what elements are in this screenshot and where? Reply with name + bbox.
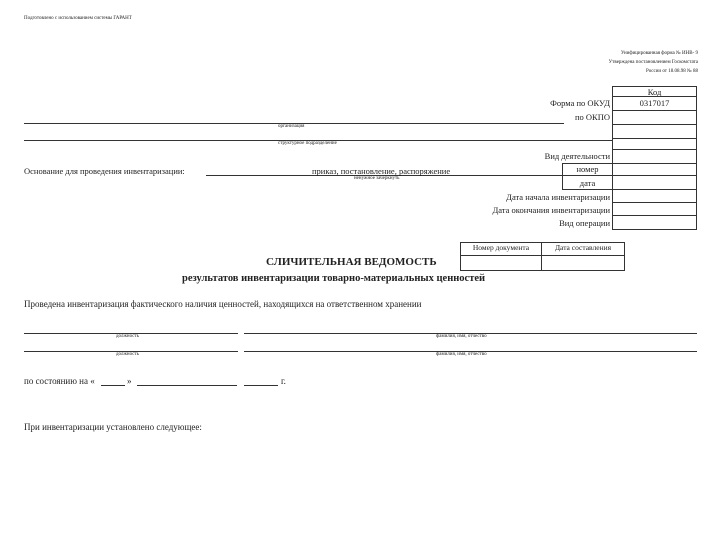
- doc-number-header-label: Номер документа: [472, 243, 530, 252]
- number-label: номер: [576, 164, 599, 174]
- okpo-cell[interactable]: [612, 110, 697, 125]
- okud-label: Форма по ОКУД: [550, 98, 610, 108]
- as-of-quote: »: [127, 376, 132, 386]
- operation-cell[interactable]: [612, 215, 697, 230]
- operation-label: Вид операции: [559, 218, 610, 228]
- end-date-cell[interactable]: [612, 202, 697, 216]
- name-caption-1: фамилия, имя, отчество: [436, 334, 487, 339]
- form-info-line-2: Утверждена постановлением Госкомстата: [608, 60, 698, 65]
- okud-cell[interactable]: [612, 96, 697, 111]
- activity-label: Вид деятельности: [544, 151, 610, 161]
- form-info-line-1: Унифицированная форма № ИНВ- 9: [620, 51, 698, 56]
- doc-number-cell[interactable]: [460, 255, 542, 271]
- activity-cell[interactable]: [612, 149, 697, 164]
- as-of-year-line[interactable]: [244, 385, 278, 386]
- date-label-box: [562, 175, 613, 190]
- kod-header-label: Код: [647, 87, 662, 97]
- document-title: СЛИЧИТЕЛЬНАЯ ВЕДОМОСТЬ: [266, 256, 437, 268]
- end-date-label: Дата окончания инвентаризации: [492, 205, 610, 215]
- start-date-cell[interactable]: [612, 189, 697, 203]
- document-table: [460, 242, 625, 271]
- source-note: Подготовлено с использованием системы ГАРАНТ: [24, 16, 132, 21]
- doc-date-cell[interactable]: [541, 255, 625, 271]
- org-code-cell[interactable]: [612, 124, 697, 139]
- position-caption-2: должность: [116, 352, 139, 357]
- doc-date-header: [541, 242, 625, 256]
- as-of-day-line[interactable]: [101, 385, 125, 386]
- doc-number-header: [460, 242, 542, 256]
- conducted-text: Проведена инвентаризация фактического наличия ценностей, находящихся на ответственном хранении: [24, 299, 422, 309]
- name-caption-2: фамилия, имя, отчество: [436, 352, 487, 357]
- basis-caption: ненужное зачеркнуть: [354, 176, 400, 181]
- year-suffix: г.: [281, 376, 286, 386]
- division-caption: структурное подразделение: [278, 141, 337, 146]
- as-of-month-line[interactable]: [137, 385, 237, 386]
- date-label: дата: [579, 178, 596, 188]
- organization-caption: организация: [278, 124, 305, 129]
- as-of-prefix: по состоянию на «: [24, 376, 95, 386]
- okud-value: 0317017: [639, 98, 670, 108]
- position-caption-1: должность: [116, 334, 139, 339]
- doc-date-header-label: Дата составления: [554, 243, 612, 252]
- document-subtitle: результатов инвентаризации товарно-материальных ценностей: [182, 273, 486, 284]
- finding-text: При инвентаризации установлено следующее:: [24, 422, 202, 432]
- basis-label: Основание для проведения инвентаризации:: [24, 166, 185, 176]
- start-date-label: Дата начала инвентаризации: [506, 192, 610, 202]
- form-info-line-3: России от 18.08.98 № 88: [646, 69, 698, 74]
- basis-options: приказ, постановление, распоряжение: [312, 166, 451, 176]
- basis-date-cell[interactable]: [612, 175, 697, 190]
- okpo-label: по ОКПО: [574, 112, 610, 122]
